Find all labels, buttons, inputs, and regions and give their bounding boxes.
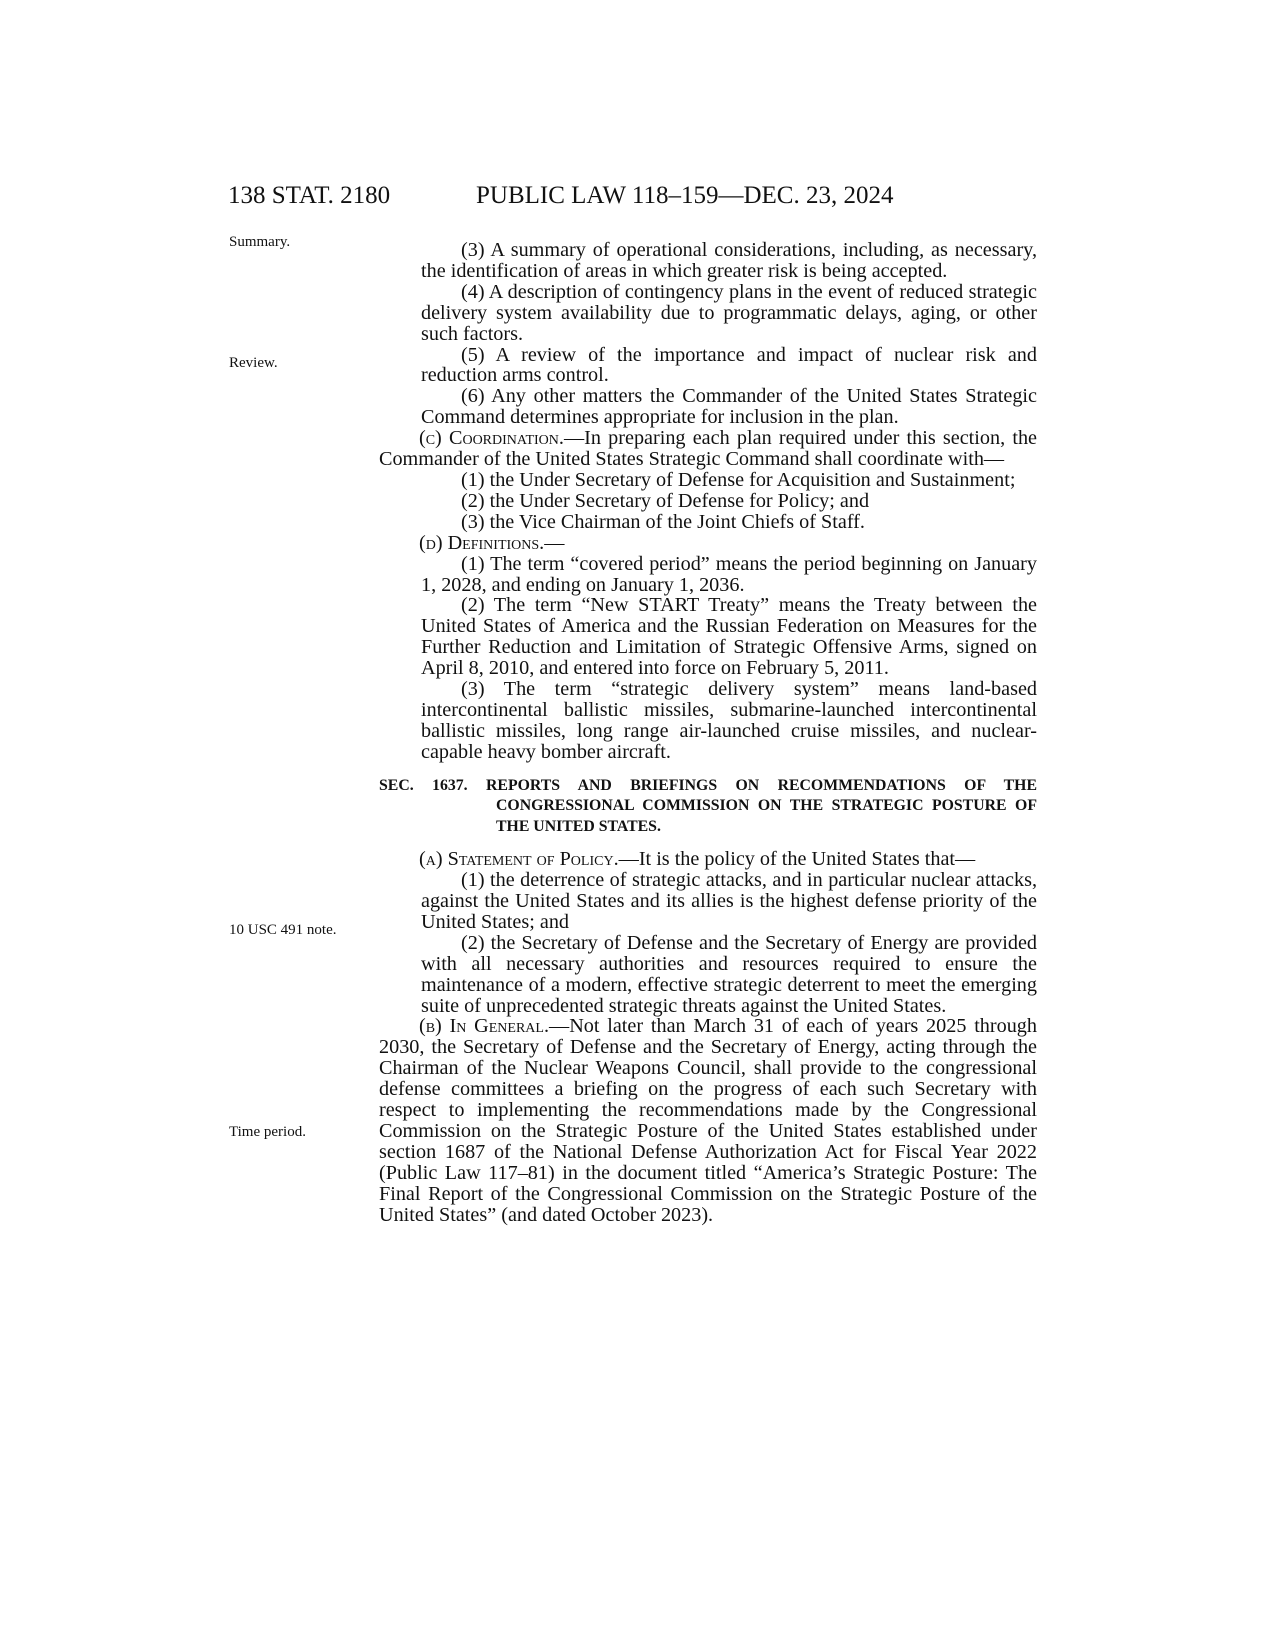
- subsection-b: [379, 1016, 1037, 1225]
- subsection-d: [379, 533, 1037, 554]
- public-law-title: PUBLIC LAW 118–159—DEC. 23, 2024: [476, 182, 894, 209]
- page-header: [228, 182, 928, 222]
- paragraph-b5: (5) A review of the importance and impact of nuclear risk and reduction arms control.: [421, 343, 1037, 387]
- subsection-c-text: —In preparing each plan required under this section, the Commander of the United States Strategic Command shall coordinate with—: [379, 427, 1037, 471]
- body-text: [379, 240, 1037, 1225]
- paragraph-d1: (1) The term “covered period” means the period beginning on January 1, 2028, and ending on January 1, 2036.: [421, 552, 1037, 596]
- margin-note-time-period: Time period.: [229, 1124, 306, 1140]
- paragraph-d3: (3) The term “strategic delivery system” means land-based intercontinental ballistic missiles, submarine-launched intercontinental ballistic missiles, long range air-launched cruise missiles, and nuclear-capable heavy bomber aircraft.: [421, 678, 1037, 763]
- paragraph-b6: (6) Any other matters the Commander of the United States Strategic Command determines appropriate for inclusion in the plan.: [421, 385, 1037, 429]
- subsection-c-heading: (c) Coordination.: [419, 427, 564, 450]
- subsection-c: [379, 428, 1037, 470]
- statute-page-number: 138 STAT. 2180: [228, 182, 391, 209]
- paragraph-a2: (2) the Secretary of Defense and the Secretary of Energy are provided with all necessary authorities and resources required to ensure the maintenance of a modern, effective strategic deterrent to meet the emerging suite of unprecedented strategic threats against the United States.: [421, 931, 1037, 1017]
- subsection-a: [379, 849, 1037, 870]
- paragraph-c1: (1) the Under Secretary of Defense for Acquisition and Sustainment;: [461, 468, 1016, 491]
- subsection-a-heading: (a) Statement of Policy.: [419, 848, 619, 871]
- margin-note-usc: 10 USC 491 note.: [229, 922, 337, 938]
- paragraph-b3: (3) A summary of operational considerations, including, as necessary, the identification of areas in which greater risk is being accepted.: [421, 239, 1037, 282]
- paragraph-c3: (3) the Vice Chairman of the Joint Chiefs of Staff.: [461, 510, 865, 533]
- subsection-a-text: —It is the policy of the United States that—: [618, 848, 976, 871]
- subsection-b-text: —Not later than March 31 of each of years 2025 through 2030, the Secretary of Defense and the Secretary of Energy, acting through the Chairman of the Nuclear Weapons Council, shall provide to the congressional defense committees a briefing on the progress of each such Secretary with respect to implementing the recommendations made by the Congressional Commission on the Strategic Posture of the United States established under section 1687 of the National Defense Authorization Act for Fiscal Year 2022 (Public Law 117–81) in the document titled “America’s Strategic Posture: The Final Report of the Congressional Commission on the Strategic Posture of the United States” (and dated October 2023).: [379, 1015, 1037, 1226]
- paragraph-b4: (4) A description of contingency plans in the event of reduced strategic delivery system availability due to programmatic delays, aging, or other such factors.: [421, 280, 1037, 345]
- section-heading: SEC. 1637. REPORTS AND BRIEFINGS ON RECOMMENDATIONS OF THE CONGRESSIONAL COMMISSION ON THE STRATEGIC POSTURE OF THE UNITED STATES.: [379, 776, 1037, 835]
- margin-note-summary: Summary.: [229, 234, 291, 250]
- subsection-d-heading: (d) Definitions.: [419, 531, 545, 554]
- subsection-d-text: —: [544, 531, 565, 554]
- subsection-b-heading: (b) In General.: [419, 1015, 549, 1038]
- paragraph-d2: (2) The term “New START Treaty” means the Treaty between the United States of America and the Russian Federation on Measures for the Further Reduction and Limitation of Strategic Offensive Arms, signed on April 8, 2010, and entered into force on February 5, 2011.: [421, 594, 1037, 680]
- margin-note-review: Review.: [229, 355, 278, 371]
- paragraph-c2: (2) the Under Secretary of Defense for Policy; and: [461, 489, 870, 512]
- paragraph-a1: (1) the deterrence of strategic attacks, and in particular nuclear attacks, against the United States and its allies is the highest defense priority of the United States; and: [421, 869, 1037, 933]
